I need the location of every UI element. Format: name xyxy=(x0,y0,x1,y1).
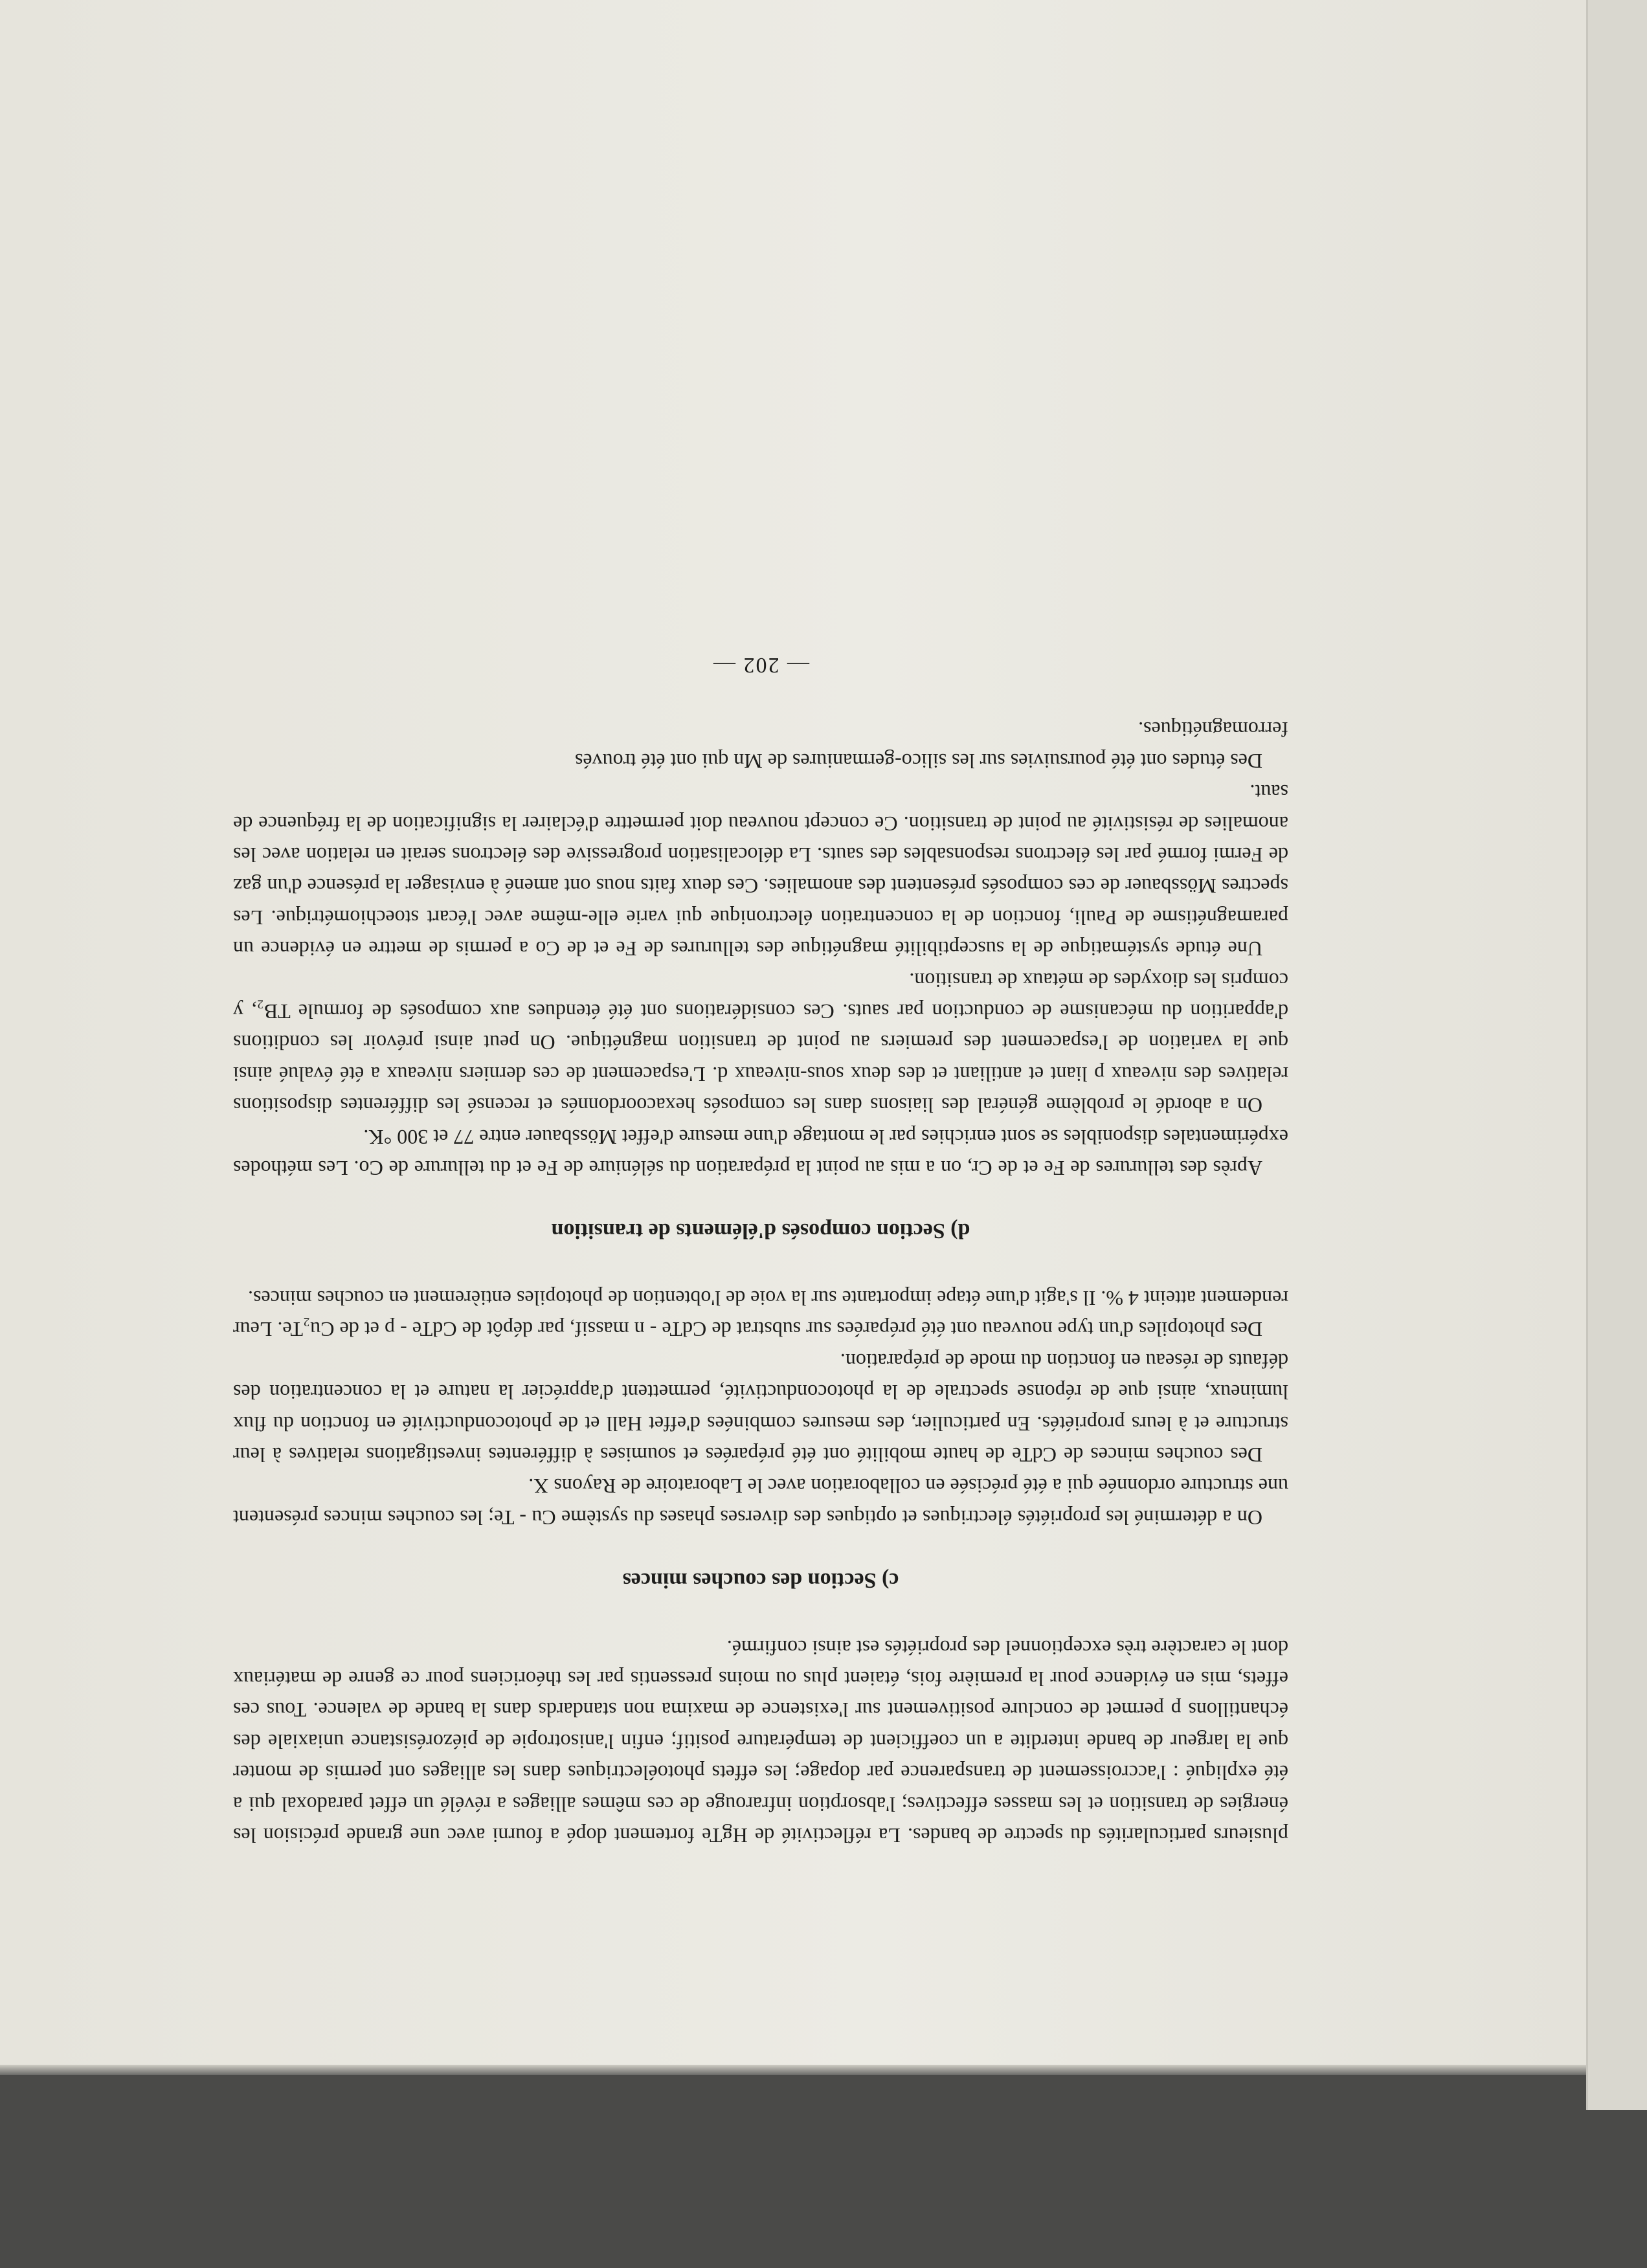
paragraph-4: Des photopiles d'un type nouveau ont été préparées sur substrat de CdTe - n massif, par dépôt de CdTe - p et de Cu₂Te. Leur rendement atteint 4 %. Il s'agit d'une étape importante sur la voie de l'obtention de photopiles entièrement en couches minces. xyxy=(233,1286,1288,1342)
paragraph-8-end: ferromagnétiques. xyxy=(1138,718,1288,742)
paragraph-3: Des couches minces de CdTe de haute mobilité ont été préparées et soumises à différentes investigations relatives à leur structure et à leurs propriétés. En particulier, des mesures combinées d'effet Hall et de photoconductivité en fonction du flux lumineux, ainsi que de réponse spectrale de la photoconductivité, permettent d'apprécier la nature et la concentration des défauts de réseau en fonction du mode de préparation. xyxy=(233,1349,1288,1467)
page-bottom-shadow xyxy=(0,2065,1586,2075)
paragraph-5: Après des tellurures de Fe et de Cr, on a mis au point la préparation du séléniure de Fe et du tellurure de Co. Les méthodes expérimentales disponibles se sont enrichies par le montage d'une mesure d'effet Mössbauer entre 77 et 300 °K. xyxy=(233,1125,1288,1181)
paragraph-2: On a déterminé les propriétés électriques et optiques des diverses phases du système Cu - Te; les couches minces présentent une structure ordonnée qui a été précisée en collaboration avec le Laboratoire de Rayons X. xyxy=(233,1474,1288,1529)
paragraph-1: plusieurs particularités du spectre de bandes. La réflectivité de HgTe fortement dopé a fourni avec une grande précision les énergies de transition et les masses effectives; l'absorption infrarouge de ces mêmes alliages a révélé un effet paradoxal qui a été expliqué : l'accroissement de transparence par dopage; les effets photoélectriques dans les alliages ont permis de monter que la largeur de bande interdite a un coefficient de température positif; enfin l'anisotropie de piézorésistance uniaxiale des échantillons p permet de conclure positivement sur l'existence de maxima non standards dans la bande de valence. Tous ces effets, mis en évidence pour la première fois, étaient plus ou moins pressentis par les théoriciens pour ce genre de matériaux dont le caractère très exceptionnel des propriétés est ainsi confirmé. xyxy=(233,1636,1288,1847)
section-heading-d: d) Section composés d'éléments de transition xyxy=(551,1219,970,1243)
page-edge-strip xyxy=(1586,0,1647,2110)
document-page xyxy=(233,214,1288,1851)
paragraph-7: Une étude systématique de la susceptibilité magnétique des tellurures de Fe et de Co a permis de mettre en évidence un paramagnétisme de Pauli, fonction de la concentration électronique qui varie elle-même avec l'écart stoechiométrique. Les spectres Mössbauer de ces composés présentent des anomalies. Ces deux faits nous ont amené à envisager la présence d'un gaz de Fermi formé par les électrons responsables des sauts. La délocalisation progressive des électrons serait en relation avec les anomalies de résistivité au point de transition. Ce concept nouveau doit permettre d'éclairer la signification de la fréquence de saut. xyxy=(233,781,1288,961)
page-number: — 202 — xyxy=(712,653,809,677)
paragraph-8: Des études ont été poursuivies sur les silico-germaniures de Mn qui ont été trouvés xyxy=(575,749,1262,773)
section-heading-c: c) Section des couches minces xyxy=(622,1568,899,1593)
paragraph-6: On a abordé le problème général des liaisons dans les composés hexacoordonnés et recensé les différentes dispositions relatives des niveaux p liant et antiliant et des deux sous-niveaux d. L'espacement de ces derniers niveaux a été évalué ainsi que la variation de l'espacement des premiers au point de transition magnétique. On peut ainsi prévoir les conditions d'apparition du mécanisme de conduction par sauts. Ces considérations ont été étendues aux composés de formule TB₂, y compris les dioxydes de métaux de transition. xyxy=(233,968,1288,1118)
